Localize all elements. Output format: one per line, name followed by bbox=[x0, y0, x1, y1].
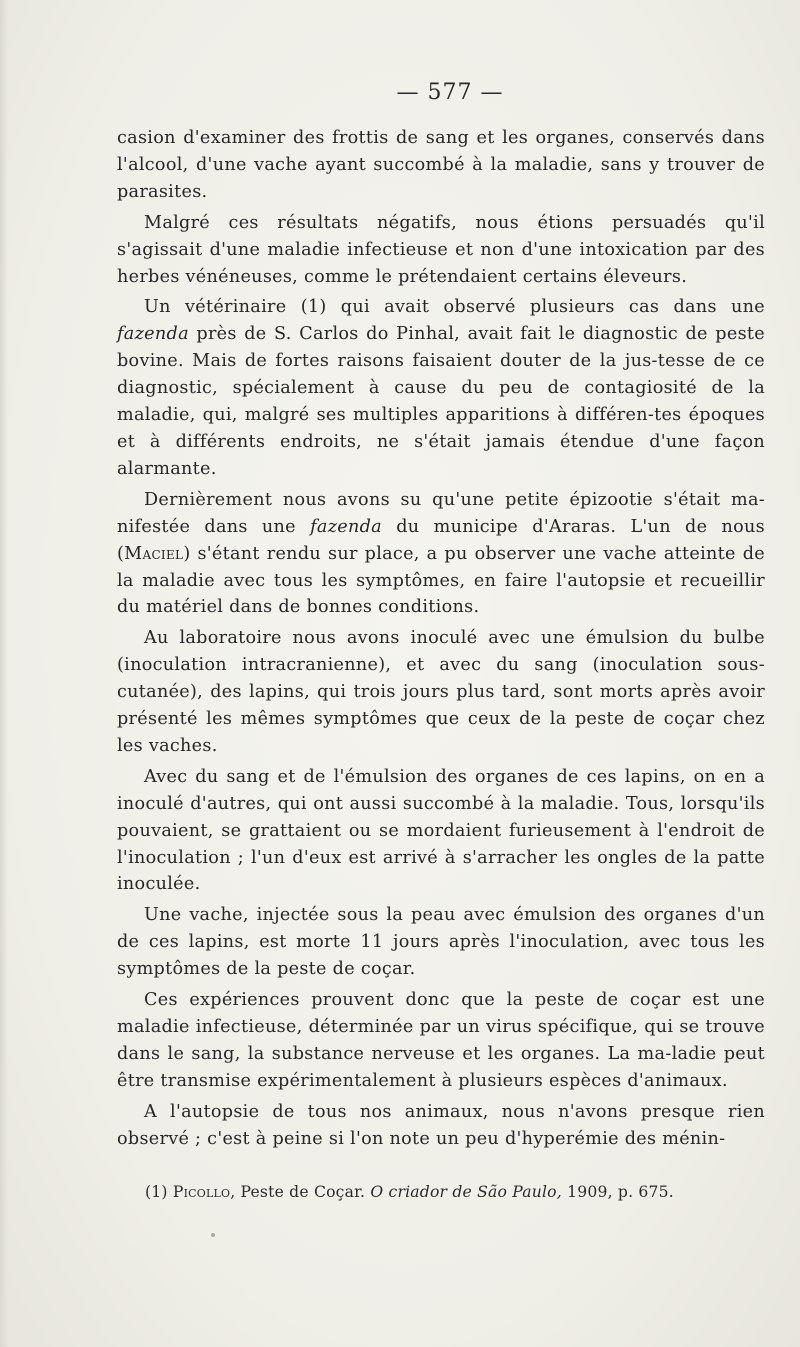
paragraph-2: Malgré ces résultats négatifs, nous étions persuadés qu'il s'agissait d'une maladie infectieuse et non d'une intoxication par des herbes vénéneuses, comme le prétendaient certains éleveurs. bbox=[117, 212, 765, 287]
fazenda-term: fazenda bbox=[117, 324, 189, 345]
footnote-title: , Peste de Coçar. bbox=[230, 1183, 366, 1201]
page-gutter-shadow bbox=[0, 0, 8, 1347]
paragraph-6: Avec du sang et de l'émulsion des organes de ces lapins, on en a inoculé d'autres, qui ont aussi succombé à la maladie. Tous, lorsqu'ils pouvaient, se grattaient ou se mordaient furieusement à l'endroit de l'inoculation ; l'un d'eux est arrivé à s'arracher les ongles de la patte inoculée. bbox=[117, 766, 765, 895]
paragraph-3-rest: près de S. Carlos do Pinhal, avait fait le diagnostic de peste bovine. Mais de fortes raisons faisaient douter de la jus-tesse de ce diagnostic, spécialement à cause du peu de contagiosité de la maladie, qui, malgré ses multiples apparitions à différen-tes époques et à différents endroits, ne s'était jamais étendue d'une façon alarmante. bbox=[117, 324, 765, 479]
footnote bbox=[145, 1181, 785, 1203]
paragraph-3 bbox=[117, 294, 765, 482]
paragraph-1: casion d'examiner des frottis de sang et les organes, conservés dans l'alcool, d'une vache ayant succombé à la maladie, sans y trouver de parasites. bbox=[117, 128, 765, 202]
paragraph-3-start: Un vétérinaire (1) qui avait observé plusieurs cas dans une bbox=[144, 297, 765, 318]
paragraph-4-start: Dernièrement nous avons su qu'une petite épizootie s'était ma-nifestée dans une bbox=[117, 489, 765, 537]
paper-speck bbox=[211, 1233, 215, 1237]
footnote-citation: 1909, p. 675. bbox=[567, 1183, 674, 1201]
paragraph-4-mid: du municipe d'Araras. L'un de nous ( bbox=[117, 516, 765, 564]
footnote-source: O criador de São Paulo, bbox=[370, 1183, 562, 1201]
author-maciel: Maciel bbox=[124, 543, 184, 564]
fazenda-term-2: fazenda bbox=[310, 516, 382, 537]
paragraph-7: Une vache, injectée sous la peau avec émulsion des organes d'un de ces lapins, est morte 11 jours après l'inoculation, avec tous les symptômes de la peste de coçar. bbox=[117, 905, 765, 980]
paragraph-4-rest: ) s'étant rendu sur place, a pu observer une vache atteinte de la maladie avec tous les symptômes, en faire l'autopsie et recueillir du matériel dans de bonnes conditions. bbox=[117, 543, 765, 618]
footnote-author: Picollo bbox=[172, 1183, 231, 1201]
paragraph-9: A l'autopsie de tous nos animaux, nous n'avons presque rien observé ; c'est à peine si l'on note un peu d'hyperémie des ménin- bbox=[117, 1101, 765, 1149]
paragraph-5: Au laboratoire nous avons inoculé avec une émulsion du bulbe (inoculation intracranienne), et avec du sang (inoculation sous-cutanée), des lapins, qui trois jours plus tard, sont morts après avoir présenté les mêmes symptômes que ceux de la peste de coçar chez les vaches. bbox=[117, 628, 765, 756]
footnote-marker: (1) bbox=[145, 1183, 168, 1201]
page-number: — 577 — bbox=[396, 80, 504, 105]
paragraph-4 bbox=[117, 487, 765, 622]
paragraph-8: Ces expériences prouvent donc que la peste de coçar est une maladie infectieuse, déterminée par un virus spécifique, qui se trouve dans le sang, la substance nerveuse et les organes. La ma-ladie peut être transmise expérimentalement à plusieurs espèces d'animaux. bbox=[117, 990, 765, 1091]
main-text bbox=[117, 125, 765, 1157]
